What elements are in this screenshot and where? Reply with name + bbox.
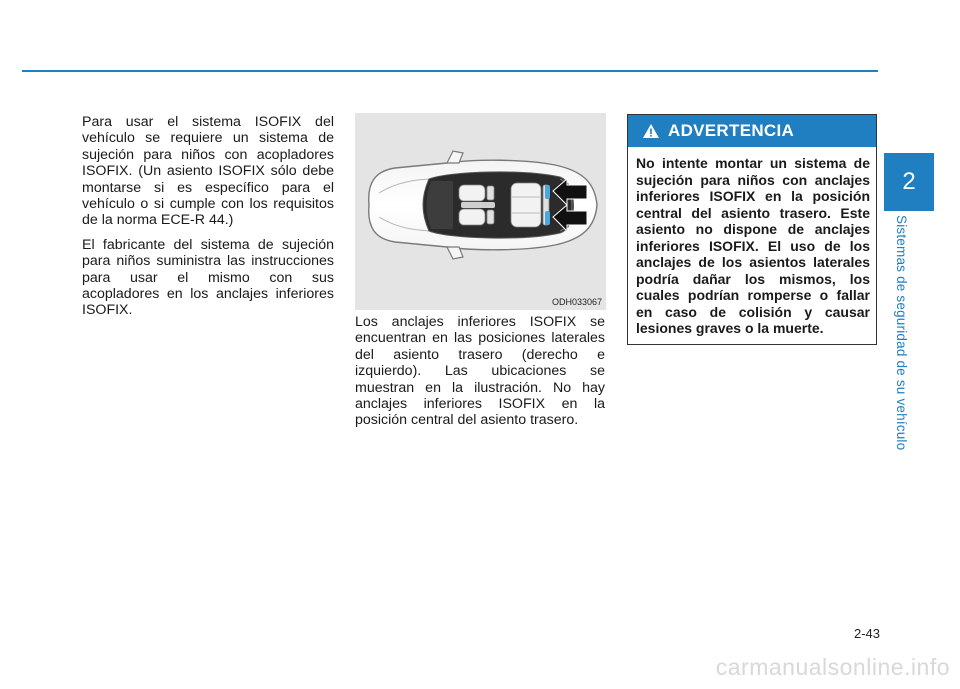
middle-column (355, 314, 605, 437)
car-illustration (355, 113, 606, 310)
figure-code: ODH033067 (551, 297, 602, 307)
left-column (82, 114, 334, 327)
car-top-view-icon (355, 113, 606, 310)
watermark: carmanualsonline.info (715, 654, 950, 680)
warning-triangle-icon (642, 123, 660, 139)
top-rule (22, 70, 878, 72)
warning-header (628, 115, 876, 147)
warning-box (627, 114, 877, 345)
warning-title: ADVERTENCIA (668, 121, 795, 140)
chapter-number-tab: 2 (884, 153, 934, 211)
warning-text: No intente montar un sistema de sujeción para niños con anclajes inferiores ISOFIX en la posición central del asiento trasero. Este asiento no dispone de anclajes inferiores ISOFIX. El uso de los anclajes de los asientos laterales podría dañar los mismos, los cuales podrían romperse o fallar en caso de colisión y causar lesiones graves o la muerte. (636, 155, 870, 336)
chapter-side-title (894, 215, 921, 455)
chapter-title: Sistemas de seguridad de su vehículo (894, 215, 909, 451)
manufacturer-instructions-paragraph: El fabricante del sistema de sujeción para niños suministra las instrucciones para usar el mismo con sus acopladores en los anclajes inferiores ISOFIX. (82, 236, 334, 319)
isofix-intro-paragraph: Para usar el sistema ISOFIX del vehículo se requiere un sistema de sujeción para niños con acopladores ISOFIX. (Un asiento ISOFIX sólo debe montarse si es específico para el vehículo o si cumple con los requisitos de la norma ECE-R 44.) (82, 114, 334, 229)
page-number: 2-43 (853, 626, 880, 641)
anchor-location-paragraph: Los anclajes inferiores ISOFIX se encuentran en las posiciones laterales del asiento trasero (derecho e izquierdo). Las ubicaciones se muestran en la ilustración. No hay anclajes inferiores ISOFIX en la posición central del asiento trasero. (355, 314, 605, 429)
